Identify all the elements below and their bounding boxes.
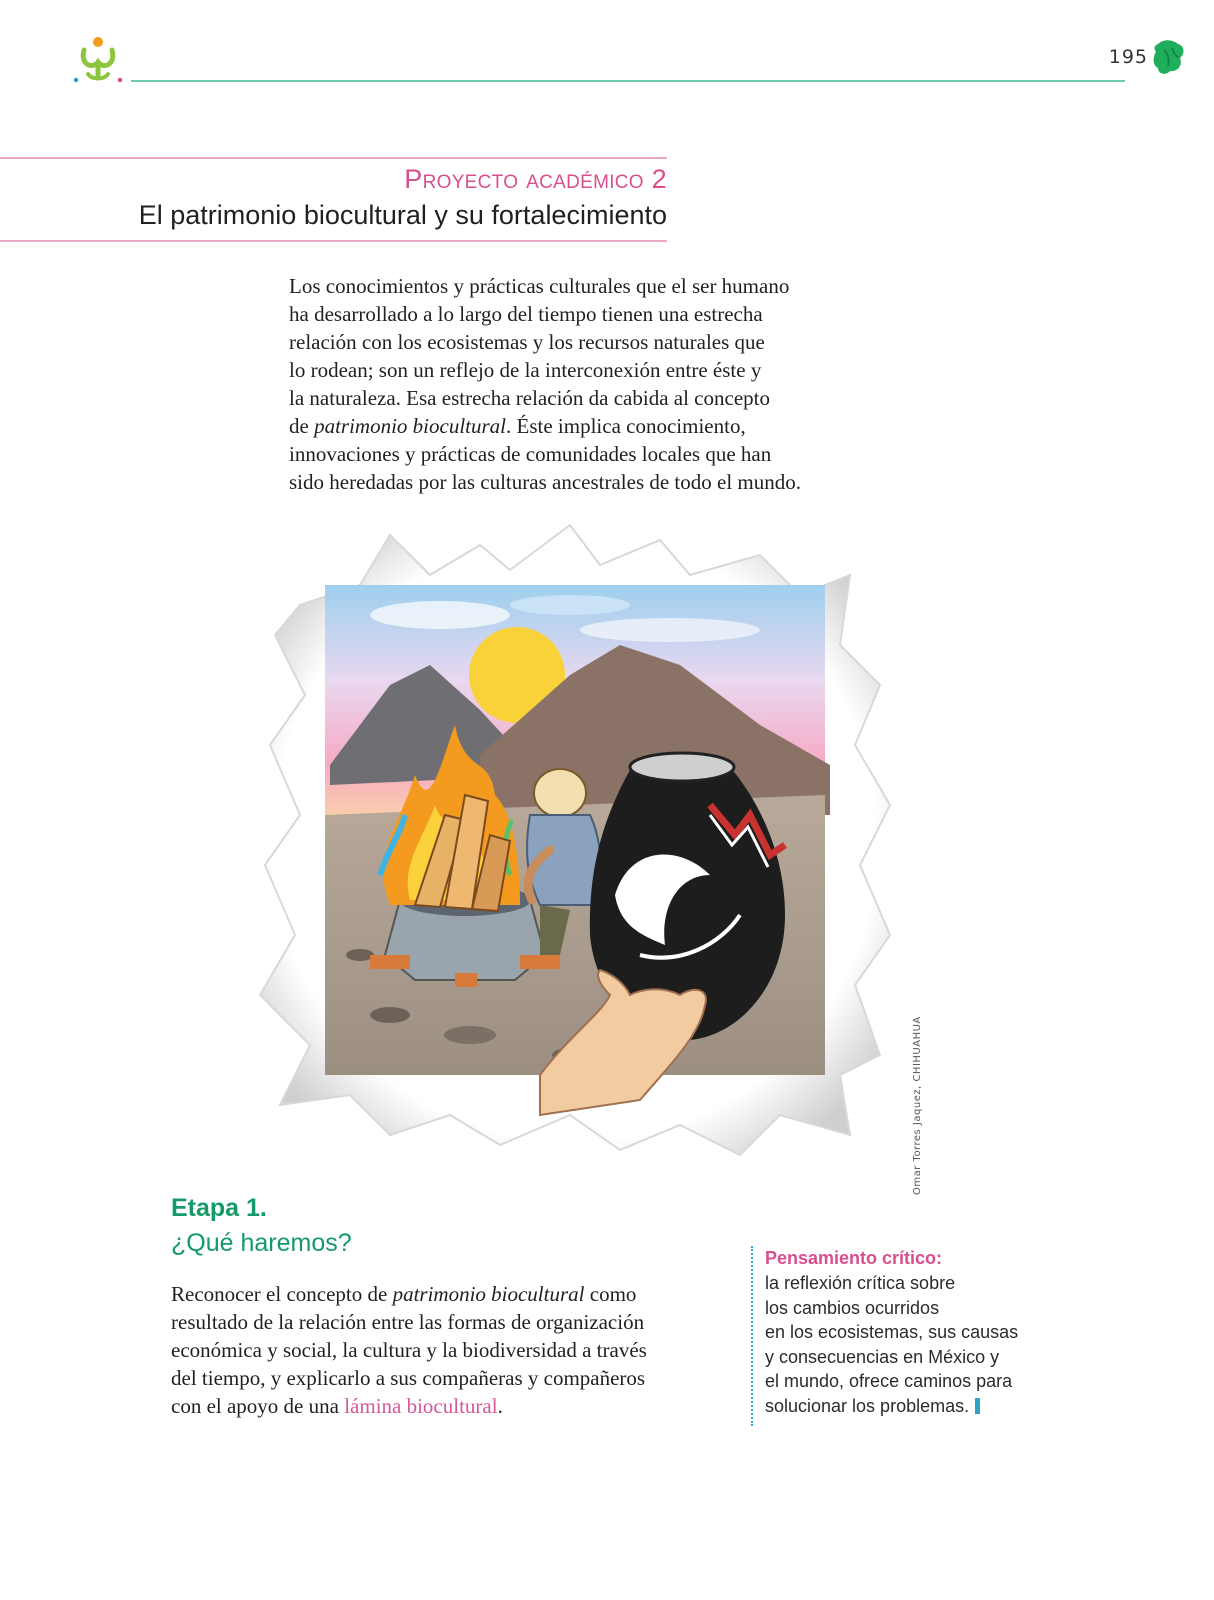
sidebar-line [765, 1394, 1055, 1419]
end-mark-icon [975, 1398, 980, 1414]
stage-text: como [584, 1282, 637, 1306]
illustration-credit: Omar Torres Jaquez, CHIHUAHUA [912, 1016, 923, 1195]
sidebar-line: y consecuencias en México y [765, 1346, 1000, 1367]
green-emblem-icon [1152, 38, 1186, 76]
stage-subheading: ¿Qué haremos? [171, 1229, 352, 1257]
intro-line: Los conocimientos y prácticas culturales que el ser humano [289, 274, 790, 298]
header-rule [131, 80, 1125, 82]
project-label: Proyecto académico 2 [404, 164, 667, 194]
stage-line [171, 1280, 731, 1308]
intro-term: patrimonio biocultural [314, 414, 507, 438]
sidebar-heading: Pensamiento crítico: [765, 1248, 943, 1268]
lamina-biocultural-term: lámina biocultural [344, 1394, 498, 1418]
stage-text: con el apoyo de una [171, 1394, 345, 1418]
intro-line [289, 412, 879, 440]
sidebar-line: el mundo, ofrece caminos para [765, 1371, 1013, 1391]
page-number: 195 [1108, 46, 1148, 68]
intro-paragraph [289, 272, 879, 496]
stage-heading: Etapa 1. [171, 1194, 267, 1222]
title-rule-bottom [0, 240, 667, 242]
critical-thinking-sidebar [751, 1246, 1055, 1426]
sidebar-body [765, 1271, 1055, 1418]
project-title: El patrimonio biocultural y su fortalecimiento [138, 200, 667, 230]
stage-term: patrimonio biocultural [392, 1282, 585, 1306]
stage-paragraph [171, 1280, 731, 1420]
intro-text: de [289, 414, 315, 438]
stage-line: resultado de la relación entre las formas de organización [171, 1310, 645, 1334]
sidebar-text: solucionar los problemas. [765, 1395, 970, 1416]
sidebar-line: la reflexión crítica sobre [765, 1273, 956, 1293]
intro-line: relación con los ecosistemas y los recursos naturales que [289, 330, 765, 354]
intro-line: la naturaleza. Esa estrecha relación da cabida al concepto [289, 386, 770, 410]
stage-text: Reconocer el concepto de [171, 1282, 393, 1306]
sidebar-line: en los ecosistemas, sus causas [765, 1322, 1019, 1342]
intro-line: ha desarrollado a lo largo del tiempo tienen una estrecha [289, 302, 763, 326]
biocultural-illustration [240, 515, 900, 1160]
intro-line: sido heredadas por las culturas ancestrales de todo el mundo. [289, 470, 802, 494]
stage-text: . [497, 1394, 503, 1418]
series-logo-icon [70, 34, 126, 86]
intro-text: . Éste implica conocimiento, [506, 414, 746, 438]
intro-line: innovaciones y prácticas de comunidades locales que han [289, 442, 772, 466]
stage-line [171, 1392, 731, 1420]
title-rule-top [0, 157, 667, 159]
stage-line: del tiempo, y explicarlo a sus compañeras y compañeros [171, 1366, 646, 1390]
intro-line: lo rodean; son un reflejo de la interconexión entre éste y [289, 358, 762, 382]
stage-line: económica y social, la cultura y la biodiversidad a través [171, 1338, 647, 1362]
sidebar-line: los cambios ocurridos [765, 1297, 940, 1318]
